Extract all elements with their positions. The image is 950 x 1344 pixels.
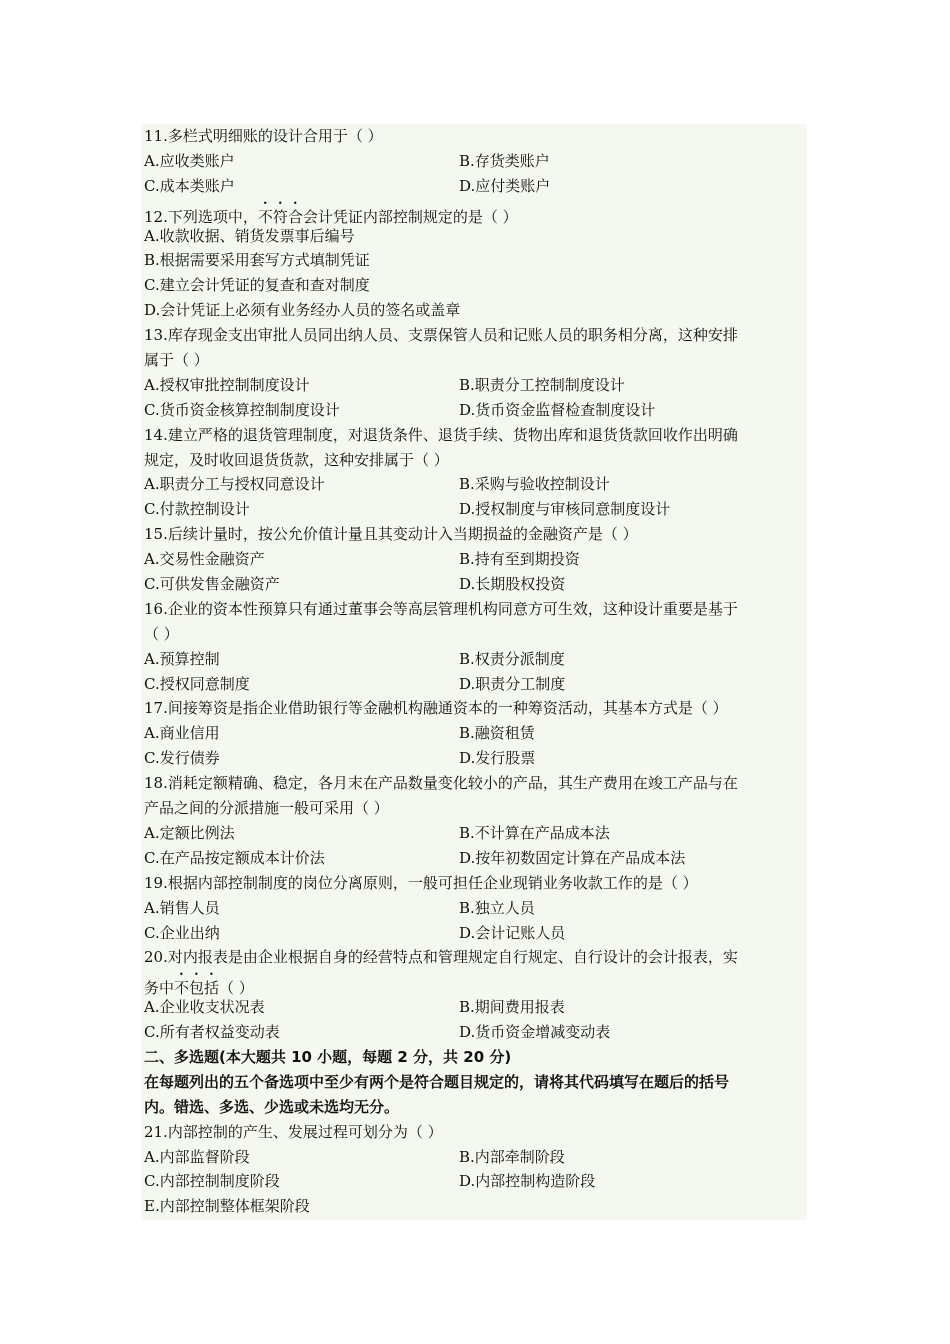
- option-b: B.权责分派制度: [459, 649, 565, 668]
- option-b: B.期间费用报表: [459, 998, 565, 1017]
- exam-page: [144, 124, 808, 1219]
- option-c: C.所有者权益变动表: [144, 1023, 280, 1042]
- option-d: D.应付类账户: [459, 176, 551, 195]
- section-title: 二、多选题(本大题共 10 小题，每题 2 分，共 20 分): [144, 1047, 512, 1066]
- option-c: C.建立会计凭证的复查和查对制度: [144, 276, 370, 295]
- question-16-options-row1: [144, 647, 808, 672]
- option-c: C.付款控制设计: [144, 500, 250, 519]
- question-13-stem: 13.库存现金支出审批人员同出纳人员、支票保管人员和记账人员的职务相分离，这种安排: [144, 326, 738, 345]
- option-a: A.职责分工与授权同意设计: [144, 475, 325, 494]
- option-a: A.交易性金融资产: [144, 550, 265, 569]
- question-12-stem: [144, 199, 808, 224]
- question-11-options-row2: [144, 174, 808, 199]
- option-a: A.应收类账户: [144, 151, 235, 170]
- question-16-stem-cont: （ ）: [144, 624, 179, 643]
- section-instructions-cont: 内。错选、多选、少选或未选均无分。: [144, 1097, 400, 1116]
- question-18-stem-cont: 产品之间的分派措施一般可采用（ ）: [144, 799, 389, 818]
- stem-part: 12.下列选项中，: [144, 207, 258, 226]
- option-b: B.独立人员: [459, 898, 535, 917]
- stem-part: （ ）: [219, 979, 254, 998]
- question-15-options-row1: [144, 547, 808, 572]
- option-d: D.货币资金监督检查制度设计: [459, 400, 656, 419]
- option-d: D.货币资金增减变动表: [459, 1023, 611, 1042]
- stem-part: 会计凭证内部控制规定的是（ ）: [302, 207, 518, 226]
- option-d: D.发行股票: [459, 749, 536, 768]
- option-c: C.授权同意制度: [144, 674, 250, 693]
- question-15-options-row2: [144, 572, 808, 597]
- option-c: C.内部控制制度阶段: [144, 1172, 280, 1191]
- question-16-stem: 16.企业的资本性预算只有通过董事会等高层管理机构同意方可生效，这种设计重要是基于: [144, 599, 738, 618]
- question-20-options-row1: [144, 995, 808, 1020]
- option-d: D.会计记账人员: [459, 923, 566, 942]
- question-14-stem: 14.建立严格的退货管理制度，对退货条件、退货手续、货物出库和退货货款回收作出明确: [144, 425, 738, 444]
- option-b: B.采购与验收控制设计: [459, 475, 610, 494]
- option-a: A.商业信用: [144, 724, 220, 743]
- question-14-options-row1: [144, 472, 808, 497]
- emphasized-text: 不包括: [174, 979, 220, 998]
- option-a: A.内部监督阶段: [144, 1147, 250, 1166]
- emphasized-text: 不符合: [257, 207, 303, 226]
- option-b: B.职责分工控制制度设计: [459, 375, 625, 394]
- option-d: D.长期股权投资: [459, 575, 566, 594]
- option-b: B.融资租赁: [459, 724, 535, 743]
- option-d: D.授权制度与审核同意制度设计: [459, 500, 671, 519]
- question-13-options-row2: [144, 398, 808, 423]
- question-15-stem: 15.后续计量时，按公允价值计量且其变动计入当期损益的金融资产是（ ）: [144, 525, 638, 544]
- option-b: B.存货类账户: [459, 151, 550, 170]
- option-a: A.预算控制: [144, 649, 220, 668]
- question-18-options-row2: [144, 846, 808, 871]
- question-18-stem: 18.消耗定额精确、稳定，各月末在产品数量变化较小的产品，其生产费用在竣工产品与在: [144, 774, 738, 793]
- option-c: C.发行债券: [144, 749, 220, 768]
- option-a: A.授权审批控制制度设计: [144, 375, 310, 394]
- question-20-stem: 20.对内报表是由企业根据自身的经营特点和管理规定自行规定、自行设计的会计报表，实: [144, 948, 738, 967]
- option-e: E.内部控制整体框架阶段: [144, 1197, 310, 1216]
- question-13-stem-cont: 属于（ ）: [144, 351, 209, 370]
- question-17-stem: 17.间接筹资是指企业借助银行等金融机构融通资本的一种筹资活动，其基本方式是（ ）: [144, 699, 728, 718]
- option-d: D.按年初数固定计算在产品成本法: [459, 848, 686, 867]
- question-14-options-row2: [144, 497, 808, 522]
- question-17-options-row2: [144, 746, 808, 771]
- option-a: A.销售人员: [144, 898, 220, 917]
- option-a: A.企业收支状况表: [144, 998, 265, 1017]
- option-b: B.根据需要采用套写方式填制凭证: [144, 251, 370, 270]
- section-instructions: 在每题列出的五个备选项中至少有两个是符合题目规定的，请将其代码填写在题后的括号: [144, 1072, 730, 1091]
- option-b: B.持有至到期投资: [459, 550, 580, 569]
- question-19-options-row1: [144, 896, 808, 921]
- option-c: C.成本类账户: [144, 176, 235, 195]
- option-a: A.定额比例法: [144, 823, 235, 842]
- option-d: D.职责分工制度: [459, 674, 566, 693]
- question-20-options-row2: [144, 1020, 808, 1045]
- option-b: B.内部牵制阶段: [459, 1147, 565, 1166]
- option-c: C.货币资金核算控制制度设计: [144, 400, 340, 419]
- option-c: C.可供发售金融资产: [144, 575, 280, 594]
- question-13-options-row1: [144, 373, 808, 398]
- question-18-options-row1: [144, 821, 808, 846]
- question-21-stem: 21.内部控制的产生、发展过程可划分为（ ）: [144, 1122, 443, 1141]
- question-16-options-row2: [144, 672, 808, 697]
- option-a: A.收款收据、销货发票事后编号: [144, 226, 355, 245]
- option-d: D.内部控制构造阶段: [459, 1172, 596, 1191]
- option-b: B.不计算在产品成本法: [459, 823, 610, 842]
- question-11-options-row1: [144, 149, 808, 174]
- option-d: D.会计凭证上必须有业务经办人员的签名或盖章: [144, 301, 461, 320]
- option-c: C.在产品按定额成本计价法: [144, 848, 325, 867]
- stem-part: 务中: [144, 979, 175, 998]
- question-17-options-row1: [144, 721, 808, 746]
- question-11-stem: 11.多栏式明细账的设计合用于（ ）: [144, 127, 383, 145]
- question-14-stem-cont: 规定，及时收回退货货款，这种安排属于（ ）: [144, 450, 449, 469]
- question-21-options-row1: [144, 1145, 808, 1170]
- question-21-options-row2: [144, 1169, 808, 1194]
- question-19-options-row2: [144, 921, 808, 946]
- question-20-stem-cont: [144, 970, 808, 998]
- question-19-stem: 19.根据内部控制制度的岗位分离原则，一般可担任企业现销业务收款工作的是（ ）: [144, 873, 698, 892]
- option-c: C.企业出纳: [144, 923, 220, 942]
